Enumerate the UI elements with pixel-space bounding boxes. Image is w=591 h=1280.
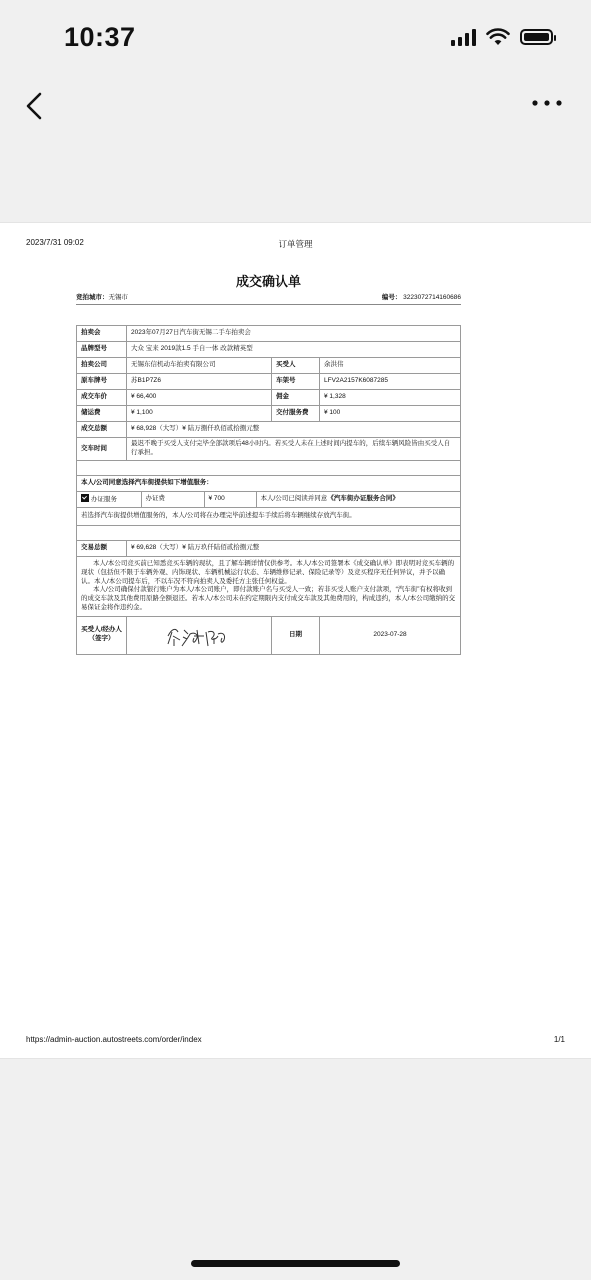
document-header — [76, 290, 461, 304]
table-row: 若选择汽车街提供增值服务的，本人/公司将在办理完毕前述提车手续后将车辆继续存放汽车街。 — [77, 508, 461, 526]
table-row-terms — [77, 557, 461, 617]
service-fee-value: ¥ 700 — [204, 492, 256, 507]
more-options-button[interactable] — [531, 92, 563, 114]
table-row-blank — [77, 461, 461, 476]
table-row: 成交车价 ¥ 66,400 佣金 ¥ 1,328 — [77, 390, 461, 406]
print-url: https://admin-auction.autostreets.com/order/index — [26, 1035, 202, 1044]
document-page — [0, 222, 591, 1059]
header-divider — [76, 304, 461, 305]
status-icons — [451, 28, 553, 46]
table-row: 原车牌号 苏B1P7Z6 车架号 LFV2A2157K6087285 — [77, 374, 461, 390]
print-header-title: 订单管理 — [278, 239, 313, 249]
table-row-blank — [77, 526, 461, 541]
table-row: 交车时间 最迟不晚于买受人支付完毕全部款项后48小时内。若买受人未在上述时间内提车的，后续车辆风险皆由买受人自行承担。 — [77, 438, 461, 461]
service-checkbox[interactable] — [81, 494, 89, 502]
table-row: 拍卖公司 无锡东信机动车拍卖有限公司 买受人 余洪伟 — [77, 358, 461, 374]
table-row: 成交总额 ¥ 68,928（大写）¥ 陆万捌仟玖佰贰拾捌元整 — [77, 422, 461, 438]
home-indicator[interactable] — [191, 1260, 400, 1267]
handwritten-signature — [164, 622, 234, 648]
document-title: 成交确认单 — [235, 274, 301, 289]
table-row: 交易总额 ¥ 69,628（大写）¥ 陆万玖仟陆佰贰拾捌元整 — [77, 541, 461, 557]
print-page-number: 1/1 — [553, 1035, 565, 1044]
signature-box — [127, 616, 272, 654]
signature-label: 买受人/经办人 — [81, 626, 122, 634]
signature-label-note: （签字） — [88, 635, 115, 643]
back-button[interactable] — [20, 86, 54, 126]
terms-paragraph-1: 本人/本公司竞买前已知悉竞买车辆的现状，且了解车辆详情仅供参考。本人/本公司签署本《成交确认单》即表明对竞买车辆的现状（包括但不限于车辆外观、内饰现状、车辆机械运行状态、车辆维修记录、保险记录等）及竞买程序无任何异议，并予以确认。本人/本公司提车后，不以车况不符向拍卖人及委托方主张任何权益。 — [81, 560, 455, 585]
terms-paragraph-2: 本人/公司确保付款银行账户为本人/本公司账户，即付款账户名与买受人一致；若非买受人账户支付款项，“汽车街”有权将收到的成交车款及其他费用原路全额退还。若本人/本公司未在约定期限内支付成交车款及其他费用的，构成违约，本人/本公司缴纳的交易保证金将作违约金。 — [81, 586, 456, 611]
table-row: 拍卖会 2023年07月27日汽车街无锡二手车拍卖会 — [77, 326, 461, 342]
cellular-signal-icon — [451, 28, 476, 46]
date-label: 日期 — [272, 616, 320, 654]
service-fee-label: 办证费 — [141, 492, 204, 507]
table-row: 储运费 ¥ 1,100 交付服务费 ¥ 100 — [77, 406, 461, 422]
battery-icon — [520, 29, 553, 45]
service-contract: 本人/公司已阅读并同意《汽车街办证服务合同》 — [260, 495, 399, 503]
order-number: 编号： 3223072714160686 — [381, 294, 461, 301]
table-row-service — [77, 492, 461, 508]
table-row: 品牌型号 大众 宝来 2019款1.5 手自一体 改款精英型 — [77, 342, 461, 358]
status-time: 10:37 — [64, 22, 136, 52]
print-datetime: 2023/7/31 09:02 — [26, 238, 84, 247]
confirmation-document — [76, 271, 461, 655]
signature-row — [77, 616, 461, 654]
table-row: 本人/公司同意选择汽车街提供如下增值服务： — [77, 476, 461, 492]
service-item-label: 办证服务 — [91, 496, 117, 504]
date-value: 2023-07-28 — [320, 616, 461, 654]
transaction-table — [76, 325, 461, 655]
wifi-icon — [486, 28, 510, 46]
auction-city: 竞拍城市：无锡市 — [76, 294, 128, 301]
